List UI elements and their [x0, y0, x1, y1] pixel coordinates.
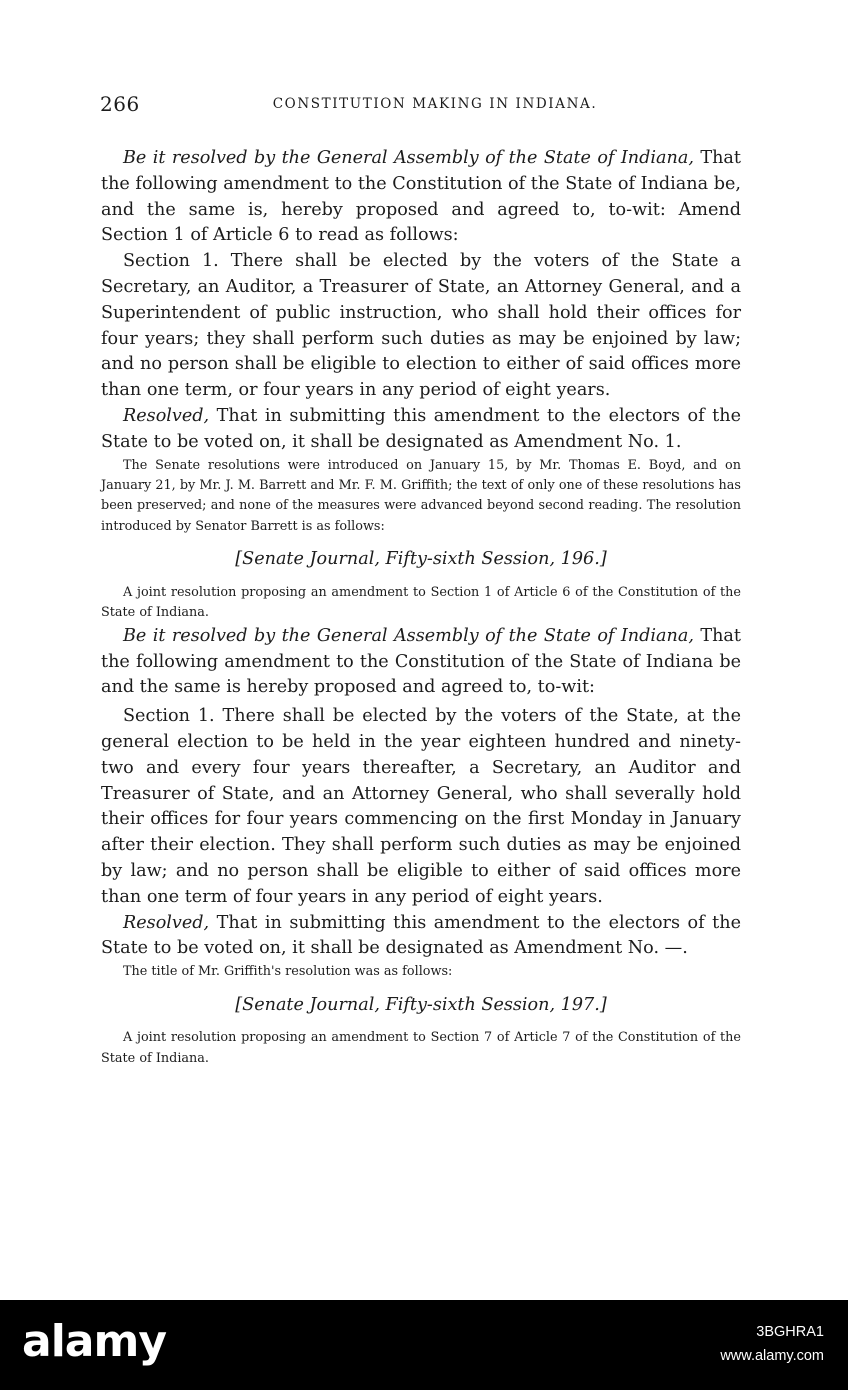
paragraph-resolution-1 [101, 146, 741, 249]
paragraph-section-1-a: Section 1. There shall be elected by the voters of the State a Secretary, an Auditor, a Treasurer of State, an Attorney General, and a Superintendent of public instruction, who shall hold their offices for four years; they shall perform such duties as may be enjoined by law; and no person shall be eligible to election to either of said offices more than one term, or four years in any period of eight years. [101, 251, 741, 401]
paragraph-resolution-2 [101, 624, 741, 701]
body-text [101, 146, 741, 1069]
note-griffith-title: The title of Mr. Griffith's resolution was as follows: [123, 964, 453, 980]
citation-senate-journal-197: [Senate Journal, Fifty-sixth Session, 197.] [235, 994, 607, 1015]
note-senate-resolutions: The Senate resolutions were introduced on January 15, by Mr. Thomas E. Boyd, and on January 21, by Mr. J. M. Barrett and Mr. F. M. Griffith; the text of only one of these resolutions has been preserved; and none of the measures were advanced beyond second reading. The resolution introduced by Senator Barrett is as follows: [101, 457, 741, 534]
paragraph-resolved-1 [101, 404, 741, 456]
page-header [100, 92, 740, 122]
watermark-bar [0, 1300, 848, 1390]
running-title: CONSTITUTION MAKING IN INDIANA. [272, 96, 598, 112]
note-joint-resolution-art7: A joint resolution proposing an amendment to Section 7 of Article 7 of the Constitution of the State of Indiana. [101, 1030, 741, 1066]
note-joint-resolution-art6: A joint resolution proposing an amendment to Section 1 of Article 6 of the Constitution of the State of Indiana. [101, 584, 741, 621]
citation-senate-journal-196: [Senate Journal, Fifty-sixth Session, 196.] [235, 549, 607, 570]
enacting-clause: Be it resolved by the General Assembly of the State of Indiana, [123, 148, 694, 168]
watermark-meta [720, 1320, 824, 1368]
paragraph-section-1-b: Section 1. There shall be elected by the voters of the State, at the general election to be held in the year eighteen hundred and ninety-two and every four years thereafter, a Secretary, an Auditor and Treasurer of State, and an Attorney General, who shall severally hold their offices for four years commencing on the first Monday in January after their election. They shall perform such duties as may be enjoined by law; and no person shall be eligible to either of said offices more than one term of four years in any period of eight years. [101, 706, 741, 907]
paragraph-text: That the following amendment to the Constitution of the State of Indiana be and the same is hereby proposed and agreed to, to-wit: [101, 625, 741, 698]
paragraph-text: That in submitting this amendment to the electors of the State to be voted on, it shall be designated as Amendment No. 1. [101, 405, 741, 452]
site-url: www.alamy.com [720, 1348, 824, 1364]
paragraph-text: That in submitting this amendment to the electors of the State to be voted on, it shall be designated as Amendment No. —. [101, 912, 741, 959]
alamy-logo: alamy [22, 1316, 166, 1367]
enacting-clause: Be it resolved by the General Assembly of the State of Indiana, [123, 625, 694, 646]
paragraph-resolved-2 [101, 911, 741, 963]
resolved-label: Resolved, [123, 912, 210, 933]
page-number: 266 [100, 92, 140, 116]
resolved-label: Resolved, [123, 405, 210, 426]
image-id: 3BGHRA1 [756, 1324, 824, 1340]
paragraph-text: That the following amendment to the Constitution of the State of Indiana be, and the same is, hereby proposed and agreed to, to-wit: Amend Section 1 of Article 6 to read as follows: [101, 148, 741, 246]
